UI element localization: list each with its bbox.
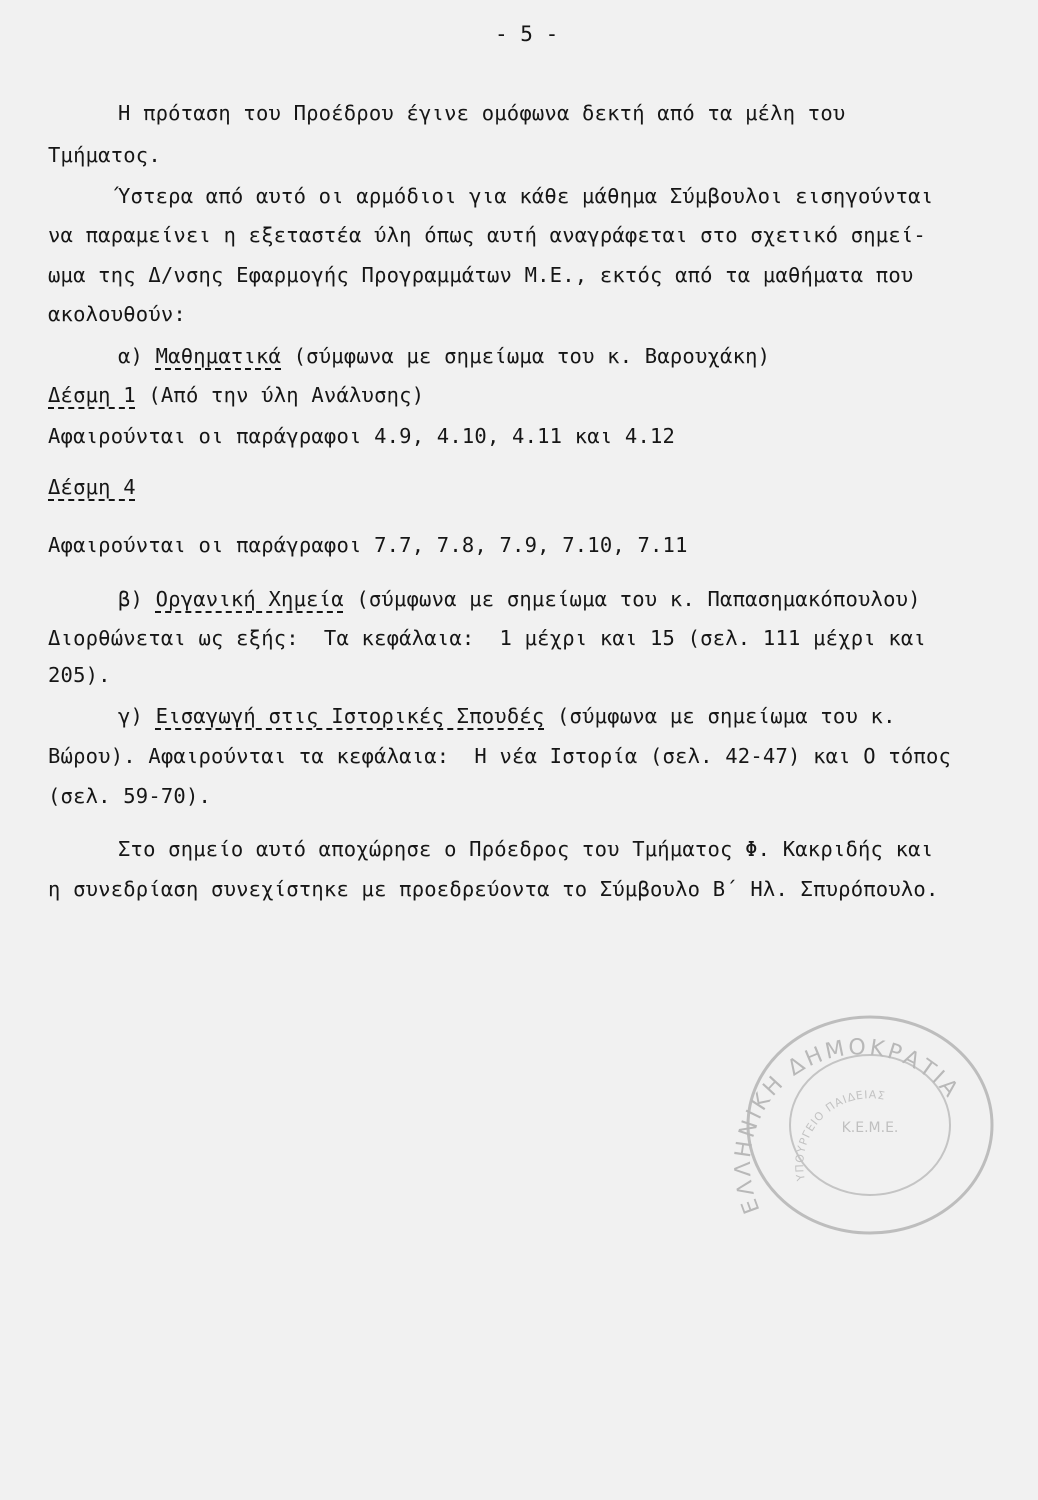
text-line-14: 205).: [48, 663, 111, 687]
stamp-inner-text: ΥΠΟΥΡΓΕΙΟ ΠΑΙΔΕΙΑΣ: [793, 1088, 887, 1182]
text-line-2: Τμήματος.: [48, 143, 161, 167]
text-line-1: Η πρόταση του Προέδρου έγινε ομόφωνα δεκτή από τα μέλη του: [118, 101, 846, 125]
text-line-17: (σελ. 59-70).: [48, 784, 212, 808]
item-c-marker: γ): [118, 704, 156, 728]
text-line-11: Αφαιρούνται οι παράγραφοι 7.7, 7.8, 7.9, 7.10, 7.11: [48, 533, 688, 557]
item-b-subject: Οργανική Χημεία: [155, 587, 344, 611]
item-b-marker: β): [118, 587, 156, 611]
page-number: - 5 -: [495, 22, 559, 46]
item-b-note: (σύμφωνα με σημείωμα του κ. Παπασημακόπουλου): [343, 587, 921, 611]
text-line-13: Διορθώνεται ως εξής: Τα κεφάλαια: 1 μέχρι και 15 (σελ. 111 μέχρι και: [48, 626, 926, 650]
item-c-line: [118, 703, 896, 729]
desmi-1-note: (Από την ύλη Ανάλυσης): [135, 383, 425, 407]
stamp-outer-text: ΕΛΛΗΝΙΚΗ ΔΗΜΟΚΡΑΤΙΑ: [730, 1035, 965, 1217]
item-b-line: [118, 586, 921, 612]
text-line-16: Βώρου). Αφαιρούνται τα κεφάλαια: Η νέα Ιστορία (σελ. 42-47) και Ο τόπος: [48, 744, 952, 768]
item-c-subject: Εισαγωγή στις Ιστορικές Σπουδές: [155, 704, 545, 728]
desmi-4-line: [48, 474, 136, 500]
official-stamp: [720, 1010, 1020, 1250]
text-line-6: ακολουθούν:: [48, 302, 186, 326]
desmi-4-heading: Δέσμη 4: [48, 475, 136, 499]
item-c-note: (σύμφωνα με σημείωμα του κ.: [544, 704, 896, 728]
stamp-center-text: Κ.Ε.Μ.Ε.: [841, 1120, 899, 1136]
item-a-line: [118, 343, 770, 369]
text-line-9: Αφαιρούνται οι παράγραφοι 4.9, 4.10, 4.11 και 4.12: [48, 424, 676, 448]
text-line-19: η συνεδρίαση συνεχίστηκε με προεδρεύοντα το Σύμβουλο Β΄ Ηλ. Σπυρόπουλο.: [48, 877, 939, 901]
item-a-marker: α): [118, 344, 156, 368]
desmi-1-line: [48, 382, 424, 408]
desmi-1-heading: Δέσμη 1: [48, 383, 136, 407]
item-a-note: (σύμφωνα με σημείωμα του κ. Βαρουχάκη): [281, 344, 771, 368]
item-a-subject: Μαθηματικά: [155, 344, 282, 368]
text-line-4: να παραμείνει η εξεταστέα ύλη όπως αυτή αναγράφεται στο σχετικό σημεί-: [48, 223, 926, 247]
text-line-18: Στο σημείο αυτό αποχώρησε ο Πρόεδρος του Τμήματος Φ. Κακριδής και: [118, 837, 934, 861]
text-line-3: Ύστερα από αυτό οι αρμόδιοι για κάθε μάθημα Σύμβουλοι εισηγούνται: [118, 184, 934, 208]
text-line-5: ωμα της Δ/νσης Εφαρμογής Προγραμμάτων Μ.Ε., εκτός από τα μαθήματα που: [48, 263, 914, 287]
